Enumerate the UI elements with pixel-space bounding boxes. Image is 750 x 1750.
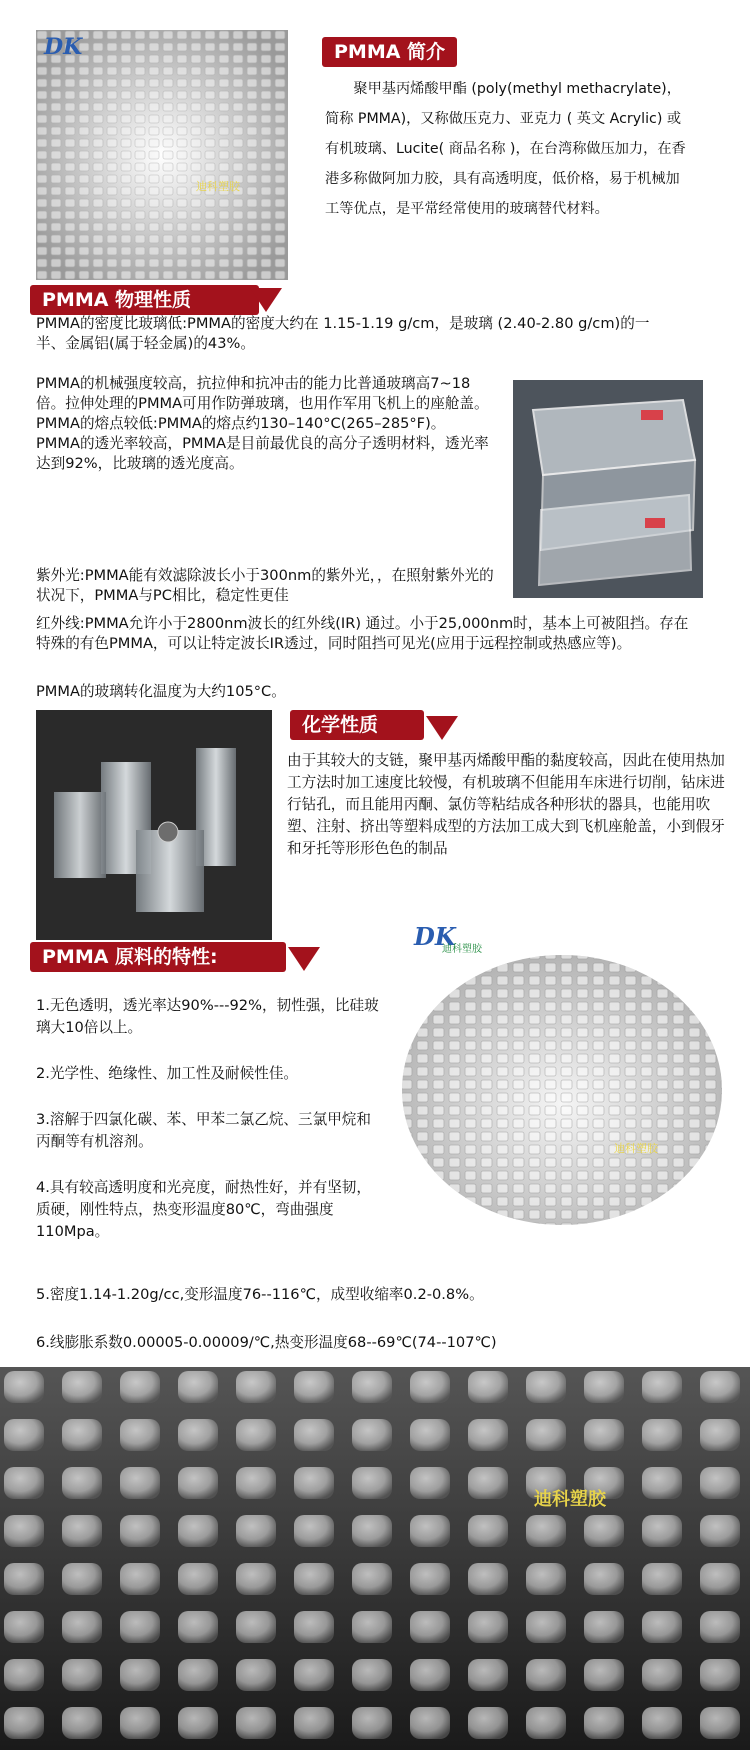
logo-subtitle: 迪科塑胶 bbox=[442, 944, 482, 955]
acrylic-box-illustration bbox=[513, 380, 703, 598]
pellets-illustration-1 bbox=[36, 30, 288, 280]
intro-text: 聚甲基丙烯酸甲酯 (poly(methyl methacrylate)，简称 PMMA)，又称做压克力、亚克力 ( 英文 Acrylic) 或有机玻璃、Lucite( 商品名称 )，在台湾称做压加力，在香港多称做阿加力胶，具有高透明度，低价格，易于机械加工等优点，是平常经常使用的玻璃替代材料。 bbox=[325, 81, 686, 217]
pellets-closeup-photo bbox=[0, 1367, 750, 1750]
feature-item: 1.无色透明，透光率达90%---92%，韧性强，比硅玻璃大10倍以上。 bbox=[36, 997, 379, 1036]
down-arrow-icon bbox=[250, 288, 282, 312]
pellets-photo-1 bbox=[36, 30, 288, 280]
density-text: PMMA的密度比玻璃低:PMMA的密度大约在 1.15-1.19 g/cm，是玻璃 (2.40-2.80 g/cm)的一半、金属铝(属于轻金属)的43%。 bbox=[36, 315, 650, 352]
physical-text-block bbox=[36, 374, 498, 474]
feature-item: 5.密度1.14-1.20g/cc,变形温度76--116℃，成型收缩率0.2-0.8%。 bbox=[36, 1286, 484, 1303]
chemical-text: 由于其较大的支链，聚甲基丙烯酸甲酯的黏度较高，因此在使用热加工方法时加工速度比较慢，有机玻璃不但能用车床进行切削，钻床进行钻孔，而且能用丙酮、氯仿等粘结成各种形状的器具，也能用吹塑、注射、挤出等塑料成型的方法加工成大到飞机座舱盖，小到假牙和牙托等形形色色的制品 bbox=[287, 752, 725, 857]
feature-item: 3.溶解于四氯化碳、苯、甲苯二氯乙烷、三氯甲烷和丙酮等有机溶剂。 bbox=[36, 1111, 371, 1150]
transmittance-text: PMMA的透光率较高，PMMA是目前最优良的高分子透明材料，透光率达到92%，比玻璃的透光度高。 bbox=[36, 435, 489, 472]
pellets-illustration-2 bbox=[384, 910, 732, 1245]
pellets-photo-2 bbox=[384, 910, 732, 1245]
tg-text: PMMA的玻璃转化温度为大约105°C。 bbox=[36, 683, 286, 700]
features-heading: PMMA 原料的特性: bbox=[30, 942, 286, 972]
ir-text: 红外线:PMMA允许小于2800nm波长的红外线(IR) 通过。小于25,000nm时，基本上可被阻挡。存在特殊的有色PMMA，可以让特定波长IR透过，同时阻挡可见光(应用于远程控制或热感应等)。 bbox=[36, 615, 689, 652]
uv-text: 紫外光:PMMA能有效滤除波长小于300nm的紫外光，，在照射紫外光的状况下，PMMA与PC相比，稳定性更佳 bbox=[36, 567, 494, 604]
down-arrow-icon bbox=[288, 947, 320, 971]
intro-heading: PMMA 简介 bbox=[322, 37, 457, 67]
feature-item: 4.具有较高透明度和光亮度，耐热性好，并有坚韧，质硬，刚性特点，热变形温度80℃，弯曲强度110Mpa。 bbox=[36, 1179, 371, 1240]
melting-text: PMMA的熔点较低:PMMA的熔点约130–140°C(265–285°F)。 bbox=[36, 415, 446, 432]
feature-item: 2.光学性、绝缘性、加工性及耐候性佳。 bbox=[36, 1065, 299, 1082]
watermark: 迪科塑胶 bbox=[614, 1142, 658, 1155]
chemical-heading: 化学性质 bbox=[290, 710, 424, 740]
down-arrow-icon bbox=[426, 716, 458, 740]
physical-heading: PMMA 物理性质 bbox=[30, 285, 259, 315]
acrylic-box-photo bbox=[513, 380, 703, 598]
logo: DK bbox=[44, 34, 83, 60]
acrylic-display-photo bbox=[36, 710, 272, 940]
logo: DK bbox=[414, 922, 456, 951]
watermark: 迪科塑胶 bbox=[534, 1489, 606, 1510]
strength-text: PMMA的机械强度较高，抗拉伸和抗冲击的能力比普通玻璃高7~18倍。拉伸处理的PMMA可用作防弹玻璃，也用作军用飞机上的座舱盖。 bbox=[36, 375, 489, 412]
acrylic-display-illustration bbox=[36, 710, 272, 940]
features-list bbox=[36, 995, 381, 1243]
watermark: 迪科塑胶 bbox=[196, 180, 240, 193]
pellets-closeup-illustration bbox=[0, 1367, 750, 1750]
feature-item: 6.线膨胀系数0.00005-0.00009/℃,热变形温度68--69℃(74--107℃) bbox=[36, 1334, 497, 1351]
